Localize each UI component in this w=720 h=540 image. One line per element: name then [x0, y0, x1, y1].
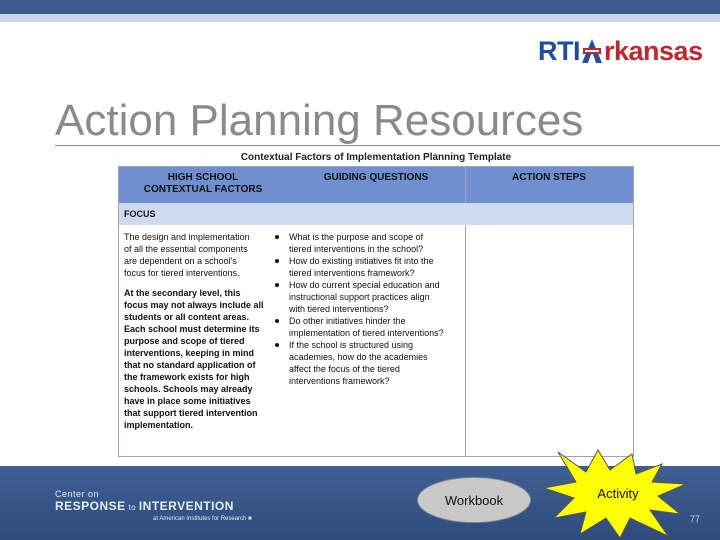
title-divider: [55, 145, 720, 146]
bullet-icon: [275, 283, 279, 287]
top-banner-stripe: [0, 14, 720, 22]
org-to: to: [125, 503, 139, 512]
focus-section-row: [119, 203, 633, 225]
top-banner: [0, 0, 720, 14]
org-line-3: at American Institutes for Research ■: [153, 516, 252, 522]
question-item: How do current special education and instructional support practices align with tiered interventions?: [271, 279, 471, 315]
question-item: What is the purpose and scope of tiered interventions in the school?: [271, 231, 471, 255]
bullet-icon: [275, 319, 279, 323]
logo-arkansas-text: rkansas: [604, 35, 703, 66]
org-intervention: INTERVENTION: [138, 499, 234, 513]
center-on-rti-logo: [55, 489, 252, 522]
table-header-row: [119, 167, 633, 203]
logo-rti-text: RTI: [538, 35, 580, 66]
contextual-factors-cell: [124, 231, 274, 431]
bullet-icon: [275, 235, 279, 239]
org-line-2: [55, 499, 252, 513]
org-response: RESPONSE: [55, 499, 126, 513]
question-item: Do other initiatives hinder the implementation of tiered interventions?: [271, 315, 471, 339]
activity-label: Activity: [597, 486, 639, 501]
header-divider: [465, 167, 466, 203]
planning-template-document: [118, 150, 634, 455]
arkansas-a-icon: [581, 38, 603, 64]
header-contextual-factors: HIGH SCHOOL CONTEXTUAL FACTORS: [143, 172, 263, 195]
question-item: How do existing initiatives fit into the tiered interventions framework?: [271, 255, 471, 279]
org-line-1: Center on: [55, 489, 100, 499]
guiding-questions-list: [271, 231, 471, 387]
factor-paragraph: At the secondary level, this focus may not always include all students or all content areas. Each school must determine its purpose and scope of tiered interventions, keeping in mind that no standard application of the framework exists for high schools. Schools may already have in place some initiatives that support tiered intervention implementation.: [124, 288, 264, 430]
workbook-label: Workbook: [444, 492, 504, 508]
factor-paragraph: The design and implementation of all the essential components are dependent on a school's focus for tiered interventions.: [124, 232, 250, 278]
header-guiding-questions: GUIDING QUESTIONS: [323, 172, 429, 183]
template-title: Contextual Factors of Implementation Planning Template: [240, 152, 512, 163]
template-table: [118, 166, 634, 457]
activity-burst-button[interactable]: [540, 448, 700, 540]
focus-section-label: FOCUS: [124, 209, 156, 219]
header-action-steps: ACTION STEPS: [512, 172, 586, 183]
question-item: If the school is structured using academies, how do the academies affect the focus of the tiered interventions framework?: [271, 339, 471, 387]
bullet-icon: [275, 259, 279, 263]
page-number: 77: [690, 514, 701, 524]
workbook-button[interactable]: [417, 477, 531, 523]
bullet-icon: [275, 343, 279, 347]
slide-title: Action Planning Resources: [55, 96, 584, 145]
rti-arkansas-logo: [538, 36, 703, 66]
